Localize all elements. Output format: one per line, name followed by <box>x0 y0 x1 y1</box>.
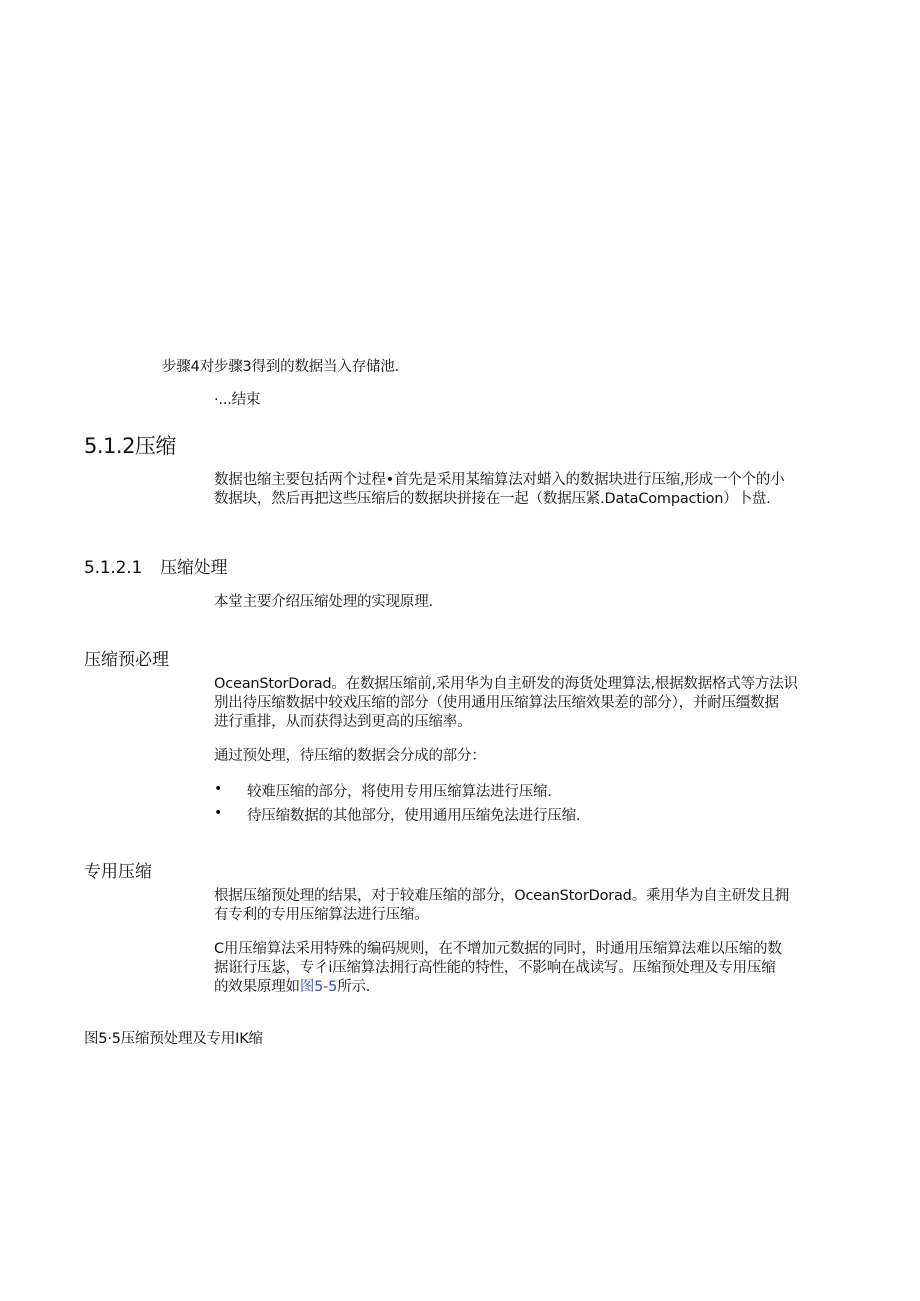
precompress-lead: 通过预处理，待压缩的数据会分成的部分： <box>214 748 486 764</box>
dedicated-p2-prefix: 的效果原理如 <box>214 979 300 995</box>
precompress-line-1: OceanStorDorad。在数据压缩前,采用华为自主研发的海货处理算法,根据数据格式等方法识 <box>214 676 798 692</box>
precompress-paragraph <box>214 675 834 732</box>
end-text: ·...结束 <box>214 392 261 408</box>
figure-caption: 图5·5压缩预处理及专用IK缩 <box>84 1031 263 1047</box>
bullet-marker-2: • <box>214 805 223 821</box>
section-heading-5-1-2: 5.1.2压缩 <box>84 434 176 458</box>
dedicated-p2-line-1: C用压缩算法采用特殊的编码规则，在不增加元数据的同时，时通用压缩算法难以压缩的数 <box>214 941 782 957</box>
bullet-item-1: 较难压缩的部分，将使用专用压缩算法进行压缩. <box>247 784 552 800</box>
precompress-line-2: 别出待压缩数据中较戏压缩的部分（使用通用压缩算法压缩效果差的部分），并耐压缰数据 <box>214 695 779 711</box>
dedicated-heading: 专用压缩 <box>84 862 152 882</box>
dedicated-p2-line-3 <box>214 978 834 997</box>
precompress-heading: 压缩预必理 <box>84 650 169 670</box>
dedicated-p1-line-1: 根据压缩预处理的结果，对于较难压缩的部分，OceanStorDorad。乘用华为自主研发且拥 <box>214 888 789 904</box>
bullet-item-2: 待压缩数据的其他部分，使用通用压缩免法进行压缩. <box>247 808 581 824</box>
section-number: 5.1.2.1 <box>84 558 143 578</box>
intro-line-2: 数据块，然后再把这些压缩后的数据块拼接在一起（数据压紧.DataCompaction）卜盘. <box>214 491 771 507</box>
intro-line-1: 数据也缩主要包括两个过程•首先是采用某缩算法对蜡入的数据块进行压缩,形成一个个的小 <box>214 472 785 488</box>
chapter-intro-text: 本堂主要介绍压缩处理的实现原理. <box>214 594 433 610</box>
dedicated-paragraph-1 <box>214 887 834 925</box>
dedicated-p2-suffix: 所示. <box>337 979 371 995</box>
section-heading-5-1-2-1 <box>84 553 227 578</box>
dedicated-p2-line-2: 据诳行压毖，专彳i压缩算法拥行高性能的特性，不影响在战读写。压缩预处理及专用压缩 <box>214 960 776 976</box>
figure-link[interactable]: 图5-5 <box>299 979 338 995</box>
step-4-text: 步骤4对步骤3得到的数据当入存储池. <box>162 359 399 375</box>
intro-paragraph <box>214 471 834 509</box>
precompress-line-3: 进行重排，从而获得达到更高的压缩率。 <box>214 714 472 730</box>
section-title: 压缩处理 <box>160 558 228 578</box>
bullet-marker-1: • <box>214 781 223 797</box>
dedicated-p1-line-2: 有专利的专用压缩算法进行压缩。 <box>214 907 429 923</box>
dedicated-paragraph-2 <box>214 940 834 997</box>
